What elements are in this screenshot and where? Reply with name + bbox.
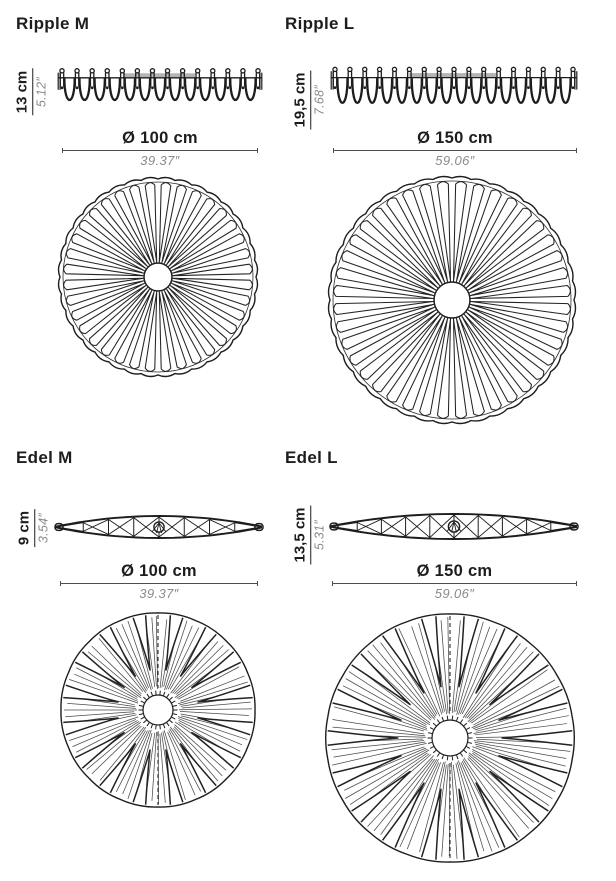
side-view-drawing [57,64,263,110]
diameter-cm-label: Ø 100 cm [122,129,198,147]
product-title: Edel M [16,448,73,467]
dimension-line [333,150,577,151]
diameter-cm-label: Ø 150 cm [417,129,493,147]
diameter-inch-label: 59.06″ [435,152,475,168]
height-cm-label: 13 cm [14,69,33,116]
height-dimension [292,70,326,129]
height-cm-label: 9 cm [16,509,35,547]
dimension-line [62,150,258,151]
diameter-dimension [60,562,258,601]
top-view-drawing [57,609,259,811]
diameter-inch-label: 39.37″ [139,585,179,601]
dimension-line [332,583,577,584]
height-inch-label: 5.12″ [33,76,48,108]
diameter-cm-label: Ø 150 cm [416,562,493,580]
height-dimension [14,69,48,116]
diameter-dimension [332,562,577,601]
height-cm-label: 19,5 cm [292,70,311,129]
height-inch-label: 5.31″ [311,519,326,551]
height-cm-label: 13,5 cm [292,505,311,564]
top-view-drawing [322,610,578,866]
side-view-drawing [329,510,579,543]
diameter-dimension [333,129,577,168]
side-view-drawing [54,512,264,542]
top-view-drawing [326,174,578,426]
product-title: Ripple L [285,14,355,33]
top-view-drawing [56,175,260,379]
diameter-inch-label: 59.06″ [434,585,475,601]
product-title: Ripple M [16,14,90,33]
diameter-inch-label: 39.37″ [140,152,180,168]
height-dimension [292,505,326,564]
product-title: Edel L [285,448,338,467]
dimension-line [60,583,258,584]
height-inch-label: 3.54″ [35,512,50,544]
height-dimension [16,509,50,547]
diameter-cm-label: Ø 100 cm [121,562,197,580]
diameter-dimension [62,129,258,168]
side-view-drawing [330,62,578,114]
height-inch-label: 7.68″ [311,84,326,116]
